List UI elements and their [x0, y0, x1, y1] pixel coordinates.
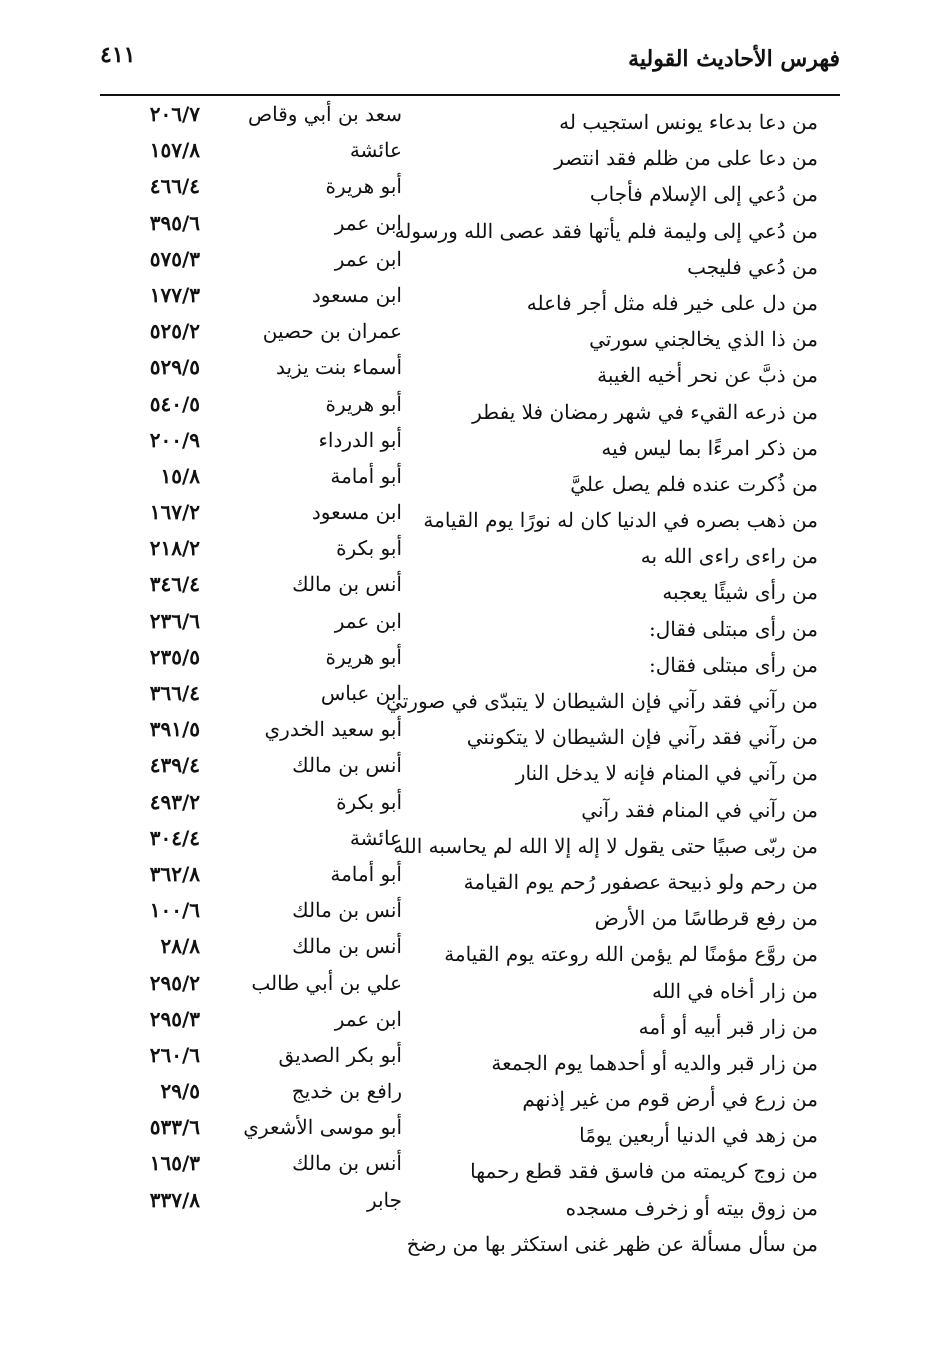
volume-page-ref: ٤٦٦/٤ [149, 174, 200, 199]
index-entry [100, 140, 840, 176]
index-entry [100, 357, 840, 393]
hadith-text: من دعا بدعاء يونس استجيب له [559, 110, 818, 134]
hadith-text: من سأل مسألة عن ظهر غنى استكثر بها من رضخ [406, 1231, 818, 1256]
index-entry [100, 825, 840, 864]
volume-page-ref: ٢٨/٨ [160, 934, 200, 959]
volume-page-ref: ٣٠٤/٤ [149, 825, 200, 850]
index-entry [100, 321, 840, 357]
hadith-text: من ذرعه القيء في شهر رمضان فلا يفطر [472, 399, 818, 424]
hadith-text: من رأى شيئًا يعجبه [662, 580, 818, 605]
hadith-text: من دل على خير فله مثل أجر فاعله [526, 290, 818, 315]
narrator-name: ابن مسعود [311, 500, 402, 525]
narrator-name: ابن عمر [334, 608, 402, 633]
hadith-text: من ربّى صبيًا حتى يقول لا إله إلا الله لم يحاسبه الله [393, 833, 818, 858]
volume-page-ref: ٥٢٩/٥ [149, 355, 200, 380]
index-entry [100, 755, 840, 791]
index-entry [100, 1153, 840, 1189]
index-entry [100, 574, 840, 610]
narrator-name: أبو بكر الصديق [278, 1042, 402, 1067]
volume-page-ref: ٢١٨/٢ [149, 536, 200, 561]
volume-page-ref: ٣٩١/٥ [149, 717, 200, 742]
page-number: ٤١١ [100, 42, 136, 68]
narrator-name: أبو بكرة [336, 789, 402, 814]
index-entry [100, 502, 840, 538]
narrator-name: ابن عمر [334, 246, 402, 271]
narrator-name: عائشة [349, 825, 402, 850]
volume-page-ref: ٥٢٥/٢ [149, 319, 200, 344]
narrator-name: أنس بن مالك [292, 934, 402, 959]
volume-page-ref: ٣٩٥/٦ [149, 210, 200, 235]
volume-page-ref: ١٠٠/٦ [149, 898, 200, 923]
hadith-text: من دُعي إلى وليمة فلم يأتها فقد عصى الله ورسوله [394, 218, 818, 243]
volume-page-ref: ٢٣٥/٥ [149, 644, 200, 669]
hadith-text: من رأى مبتلى فقال: [649, 652, 818, 677]
narrator-name: سعد بن أبي وقاص [247, 102, 402, 126]
volume-page-ref: ٢٦٠/٦ [149, 1042, 200, 1067]
hadith-text: من رآني في المنام فقد رآني [581, 797, 818, 822]
index-entry [100, 1187, 840, 1226]
index-entry [100, 861, 840, 900]
narrator-name: أنس بن مالك [292, 1151, 402, 1176]
hadith-text: من رآني في المنام فإنه لا يدخل النار [515, 761, 818, 786]
hadith-text: من رفع قرطاسًا من الأرض [594, 906, 818, 931]
narrator-name: أبو أمامة [330, 861, 402, 886]
volume-page-ref: ٣٤٦/٤ [149, 572, 200, 597]
volume-page-ref: ٣٣٧/٨ [149, 1187, 200, 1212]
volume-page-ref: ٥٤٠/٥ [149, 391, 200, 416]
hadith-text: من دعا على من ظلم فقد انتصر [554, 146, 818, 171]
hadith-text: من دُعي فليجب [687, 254, 818, 279]
page-title: فهرس الأحاديث القولية [628, 46, 840, 72]
volume-page-ref: ٢٣٦/٦ [149, 608, 200, 633]
narrator-name: أبو هريرة [325, 644, 402, 669]
volume-page-ref: ٢٩٥/٣ [149, 1006, 200, 1031]
volume-page-ref: ١٥/٨ [160, 463, 200, 488]
index-entry [100, 210, 840, 249]
index-entry [100, 789, 840, 828]
index-entry [100, 427, 840, 466]
volume-page-ref: ٢٩٥/٢ [149, 970, 200, 995]
narrator-name: أبو بكرة [336, 536, 402, 561]
index-entry [100, 1042, 840, 1081]
index-entry [100, 463, 840, 502]
narrator-name: أسماء بنت يزيد [276, 355, 402, 380]
index-entry [100, 936, 840, 972]
volume-page-ref: ٢٠٠/٩ [149, 427, 200, 452]
volume-page-ref: ٢٠٦/٧ [149, 102, 200, 126]
hadith-text: من زوق بيته أو زخرف مسجده [565, 1195, 818, 1220]
index-entry [100, 104, 840, 140]
narrator-name: ابن عباس [320, 681, 402, 705]
volume-page-ref: ١٦٧/٢ [149, 500, 200, 525]
index-entry [100, 246, 840, 285]
hadith-text: من روَّع مؤمنًا لم يؤمن الله روعته يوم القيامة [444, 942, 818, 967]
index-entry [100, 282, 840, 321]
narrator-name: ابن عمر [334, 1006, 402, 1031]
hadith-text: من ذبَّ عن نحر أخيه الغيبة [597, 363, 818, 388]
narrator-name: أبو هريرة [325, 391, 402, 416]
hadith-text: من زار قبر أبيه أو أمه [638, 1014, 818, 1039]
volume-page-ref: ٥٧٥/٣ [149, 246, 200, 271]
narrator-name: أنس بن مالك [292, 898, 402, 923]
index-entry [100, 391, 840, 430]
page-header [100, 38, 840, 86]
volume-page-ref: ١٧٧/٣ [149, 282, 200, 307]
volume-page-ref: ٤٩٣/٢ [149, 789, 200, 814]
index-entry [100, 900, 840, 936]
index-entry [100, 1117, 840, 1153]
index-entry [100, 176, 840, 212]
narrator-name: أنس بن مالك [292, 753, 402, 778]
header-rule [100, 94, 840, 96]
volume-page-ref: ٢٩/٥ [160, 1079, 200, 1104]
hadith-text: من دُعي إلى الإسلام فأجاب [589, 182, 818, 207]
narrator-name: أبو هريرة [325, 174, 402, 199]
narrator-name: أبو الدرداء [318, 427, 402, 452]
index-entry [100, 644, 840, 683]
hadith-text: من زار قبر والديه أو أحدهما يوم الجمعة [491, 1050, 818, 1075]
hadith-text: من ذُكرت عنده فلم يصل عليَّ [570, 471, 818, 496]
hadith-text: من زهد في الدنيا أربعين يومًا [579, 1123, 818, 1148]
volume-page-ref: ٣٦٦/٤ [149, 681, 200, 705]
narrator-name: عائشة [349, 138, 402, 163]
hadith-text: من ذهب بصره في الدنيا كان له نورًا يوم القيامة [423, 508, 818, 533]
narrator-name: ابن عمر [334, 210, 402, 235]
index-entry [100, 538, 840, 574]
volume-page-ref: ١٥٧/٨ [149, 138, 200, 163]
narrator-name: أنس بن مالك [292, 572, 402, 597]
narrator-name: علي بن أبي طالب [251, 970, 402, 995]
volume-page-ref: ٣٦٢/٨ [149, 861, 200, 886]
narrator-name: ابن مسعود [311, 282, 402, 307]
index-entry [100, 683, 840, 719]
narrator-name: أبو موسى الأشعري [243, 1115, 402, 1140]
hadith-text: من زرع في أرض قوم من غير إذنهم [522, 1087, 818, 1112]
volume-page-ref: ١٦٥/٣ [149, 1151, 200, 1176]
narrator-name: أبو سعيد الخدري [264, 717, 402, 742]
index-entry [100, 608, 840, 647]
volume-page-ref: ٤٣٩/٤ [149, 753, 200, 778]
hadith-text: من راءى راءى الله به [640, 544, 818, 569]
index-entry [100, 1226, 840, 1262]
narrator-name: عمران بن حصين [262, 319, 402, 344]
hadith-text: من زار أخاه في الله [652, 978, 818, 1003]
hadith-text: من زوج كريمته من فاسق فقد قطع رحمها [470, 1159, 818, 1184]
hadith-text: من رآني فقد رآني فإن الشيطان لا يتكونني [466, 725, 818, 750]
hadith-text: من ذكر امرءًا بما ليس فيه [601, 435, 818, 460]
narrator-name: رافع بن خديج [291, 1079, 402, 1104]
hadith-text: من رآني فقد رآني فإن الشيطان لا يتبدّى في صورتي [386, 689, 818, 713]
index-entry [100, 1081, 840, 1117]
index-entry [100, 1006, 840, 1045]
narrator-name: أبو أمامة [330, 463, 402, 488]
hadith-index-list [100, 104, 840, 1262]
hadith-text: من ذا الذي يخالجني سورتي [589, 327, 818, 352]
volume-page-ref: ٥٣٣/٦ [149, 1115, 200, 1140]
hadith-text: من رأى مبتلى فقال: [649, 616, 818, 641]
index-entry [100, 970, 840, 1009]
index-entry [100, 719, 840, 755]
hadith-text: من رحم ولو ذبيحة عصفور رُحم يوم القيامة [463, 869, 818, 894]
narrator-name: جابر [366, 1187, 402, 1212]
